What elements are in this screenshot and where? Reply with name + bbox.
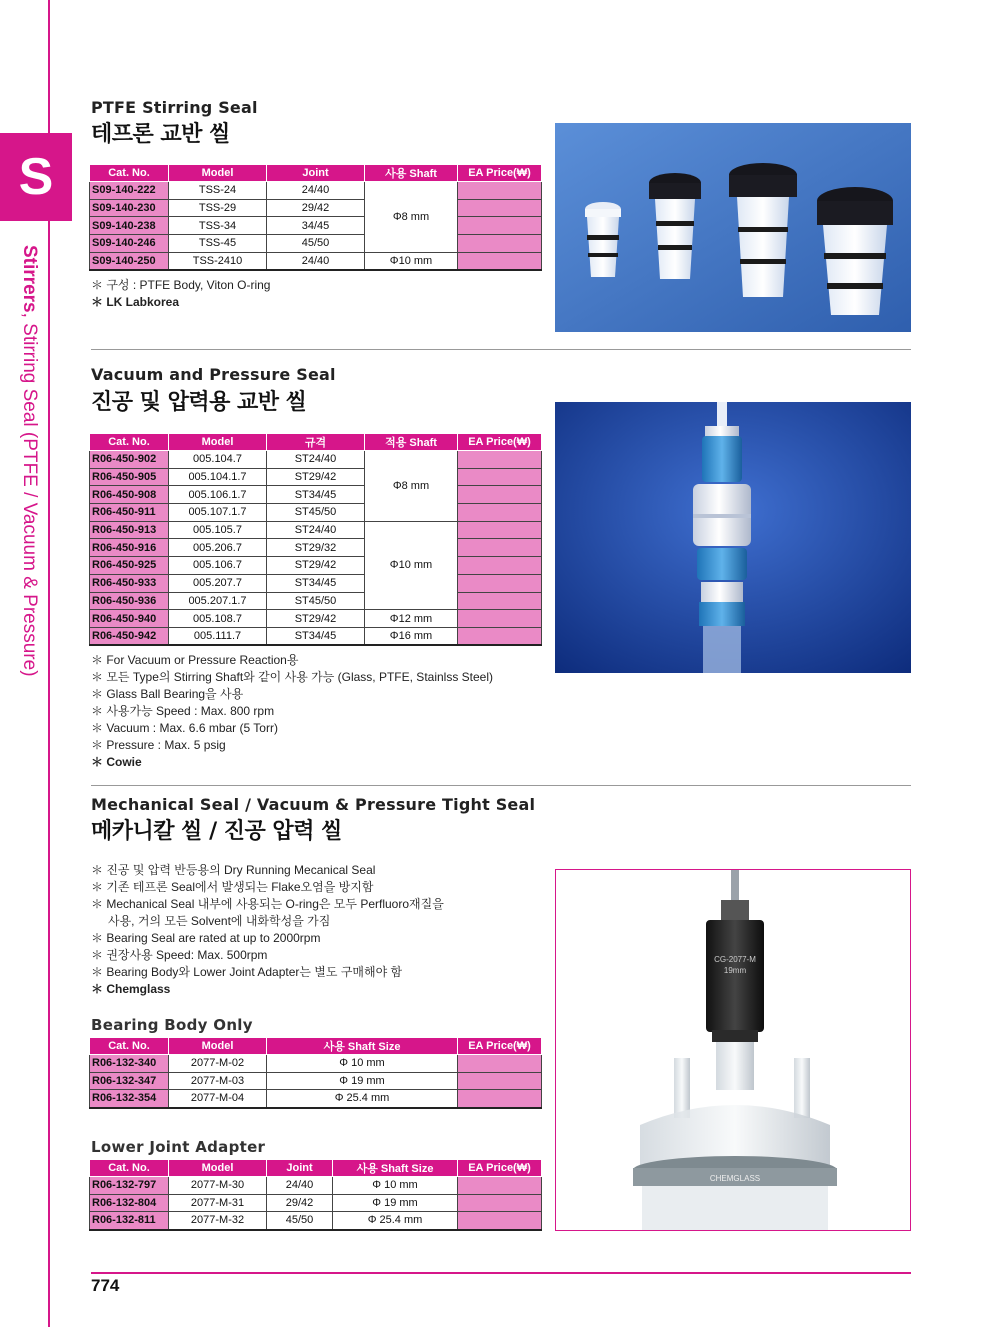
price-cell: [458, 610, 542, 628]
cat-no: R06-450-908: [90, 486, 169, 504]
table-header-row: [90, 1160, 542, 1177]
cat-no: R06-132-811: [90, 1212, 169, 1230]
header-shaft: 사용 Shaft: [365, 165, 458, 182]
joint: 45/50: [267, 1212, 333, 1230]
note-line: ＊ Bearing Seal are rated at up to 2000rpm: [91, 931, 321, 945]
model: TSS-2410: [169, 252, 267, 270]
model: 005.106.1.7: [169, 486, 267, 504]
cat-no: S09-140-230: [90, 199, 169, 217]
lower-joint-adapter-table: [89, 1159, 542, 1231]
shaft-size: Φ8 mm: [365, 182, 458, 253]
header-spec: 규격: [267, 434, 365, 451]
shaft-size: Φ 10 mm: [333, 1177, 458, 1195]
photo-label-brand: CHEMGLASS: [709, 1174, 761, 1183]
brand-note: ＊ LK Labkorea: [91, 295, 180, 309]
header-shaft-size: 사용 Shaft Size: [267, 1038, 458, 1055]
model: 005.206.7: [169, 539, 267, 557]
header-cat-no: Cat. No.: [90, 434, 169, 451]
price-cell: [458, 504, 542, 522]
vertical-title-bold: Stirrers: [19, 245, 40, 313]
table-row: [90, 217, 542, 235]
mechanical-seal-photo: [555, 869, 911, 1231]
shaft-size: Φ 19 mm: [267, 1072, 458, 1090]
section-letter-tab: S: [0, 133, 72, 221]
model: 005.104.7: [169, 451, 267, 469]
joint: 24/40: [267, 1177, 333, 1195]
vertical-section-title: [20, 245, 40, 755]
table-row: [90, 592, 542, 610]
header-price: EA Price(₩): [458, 1160, 542, 1177]
price-cell: [458, 451, 542, 469]
cat-no: R06-450-942: [90, 627, 169, 645]
model: TSS-24: [169, 182, 267, 200]
model: 2077-M-02: [169, 1055, 267, 1073]
model: 2077-M-30: [169, 1177, 267, 1195]
price-cell: [458, 1090, 542, 1108]
joint: 24/40: [267, 252, 365, 270]
model: TSS-45: [169, 235, 267, 253]
table-row: [90, 182, 542, 200]
spec: ST29/42: [267, 610, 365, 628]
note-line: 사용, 거의 모든 Solvent에 내화학성을 가짐: [108, 914, 331, 928]
footer-line: [91, 1272, 911, 1274]
cat-no: R06-450-911: [90, 504, 169, 522]
price-cell: [458, 557, 542, 575]
header-cat-no: Cat. No.: [90, 1160, 169, 1177]
vacuum-seal-title-en: Vacuum and Pressure Seal: [91, 365, 336, 384]
price-cell: [458, 1055, 542, 1073]
photo-label-size: 19mm: [723, 966, 747, 975]
header-cat-no: Cat. No.: [90, 1038, 169, 1055]
model: TSS-34: [169, 217, 267, 235]
cat-no: S09-140-246: [90, 235, 169, 253]
price-cell: [458, 1177, 542, 1195]
header-joint: Joint: [267, 165, 365, 182]
cat-no: R06-132-347: [90, 1072, 169, 1090]
spec: ST34/45: [267, 574, 365, 592]
cat-no: R06-450-905: [90, 468, 169, 486]
joint: 34/45: [267, 217, 365, 235]
model: 2077-M-31: [169, 1194, 267, 1212]
table-header-row: [90, 165, 542, 182]
ptfe-seal-title-en: PTFE Stirring Seal: [91, 98, 258, 117]
price-cell: [458, 217, 542, 235]
table-row: [90, 1212, 542, 1230]
spec: ST29/42: [267, 557, 365, 575]
spec: ST45/50: [267, 504, 365, 522]
header-model: Model: [169, 1160, 267, 1177]
price-cell: [458, 199, 542, 217]
shaft-size: Φ 10 mm: [267, 1055, 458, 1073]
spec: ST24/40: [267, 521, 365, 539]
price-cell: [458, 574, 542, 592]
vacuum-seal-title-ko: 진공 및 압력용 교반 씰: [91, 390, 307, 415]
header-price: EA Price(₩): [458, 434, 542, 451]
header-cat-no: Cat. No.: [90, 165, 169, 182]
cat-no: S09-140-238: [90, 217, 169, 235]
bearing-body-title: Bearing Body Only: [91, 1016, 253, 1034]
model: 005.107.1.7: [169, 504, 267, 522]
shaft-size: Φ10 mm: [365, 252, 458, 270]
cat-no: R06-450-925: [90, 557, 169, 575]
model: 005.111.7: [169, 627, 267, 645]
note-line: ＊ 기존 테프론 Seal에서 발생되는 Flake오염을 방지함: [91, 880, 374, 894]
note-line: ＊ Mechanical Seal 내부에 사용되는 O-ring은 모두 Perfluoro재질을: [91, 897, 444, 911]
model: 005.207.7: [169, 574, 267, 592]
table-row: [90, 1072, 542, 1090]
vertical-title-rest: , Stirring Seal (PTFE / Vacuum & Pressure): [19, 312, 40, 677]
mechanical-seal-notes: [91, 862, 444, 998]
mechanical-seal-title-en: Mechanical Seal / Vacuum & Pressure Tight Seal: [91, 795, 536, 814]
ptfe-seal-notes: [91, 277, 270, 311]
note-line: ＊ For Vacuum or Pressure Reaction용: [91, 653, 299, 667]
header-model: Model: [169, 434, 267, 451]
cat-no: R06-450-902: [90, 451, 169, 469]
price-cell: [458, 627, 542, 645]
header-model: Model: [169, 165, 267, 182]
table-row: [90, 451, 542, 469]
joint: 24/40: [267, 182, 365, 200]
ptfe-seal-photo: [555, 123, 911, 332]
table-row: [90, 1194, 542, 1212]
table-row: [90, 1055, 542, 1073]
model: 005.108.7: [169, 610, 267, 628]
bearing-body-table: [89, 1037, 542, 1109]
vacuum-seal-notes: [91, 652, 493, 771]
cat-no: S09-140-250: [90, 252, 169, 270]
price-cell: [458, 521, 542, 539]
price-cell: [458, 468, 542, 486]
shaft-size: Φ8 mm: [365, 451, 458, 522]
cat-no: R06-450-916: [90, 539, 169, 557]
shaft-size: Φ 19 mm: [333, 1194, 458, 1212]
table-row: [90, 199, 542, 217]
table-row: [90, 521, 542, 539]
price-cell: [458, 1212, 542, 1230]
cat-no: R06-132-354: [90, 1090, 169, 1108]
cat-no: R06-450-936: [90, 592, 169, 610]
note-line: ＊ 권장사용 Speed: Max. 500rpm: [91, 948, 268, 962]
header-shaft-size: 사용 Shaft Size: [333, 1160, 458, 1177]
table-row: [90, 252, 542, 270]
note-line: ＊ 모든 Type의 Stirring Shaft와 같이 사용 가능 (Glass, PTFE, Stainlss Steel): [91, 670, 494, 684]
note-line: ＊ 사용가능 Speed : Max. 800 rpm: [91, 704, 275, 718]
header-model: Model: [169, 1038, 267, 1055]
price-cell: [458, 592, 542, 610]
spec: ST29/32: [267, 539, 365, 557]
price-cell: [458, 182, 542, 200]
vacuum-seal-table: [89, 433, 542, 646]
table-row: [90, 504, 542, 522]
price-cell: [458, 1072, 542, 1090]
price-cell: [458, 486, 542, 504]
page-number: 774: [91, 1276, 120, 1295]
price-cell: [458, 235, 542, 253]
model: 2077-M-03: [169, 1072, 267, 1090]
cat-no: S09-140-222: [90, 182, 169, 200]
joint: 29/42: [267, 1194, 333, 1212]
joint: 29/42: [267, 199, 365, 217]
note-line: ＊ Glass Ball Bearing을 사용: [91, 687, 244, 701]
shaft-size: Φ16 mm: [365, 627, 458, 645]
brand-note: ＊ Chemglass: [91, 982, 171, 996]
shaft-size: Φ12 mm: [365, 610, 458, 628]
header-joint: Joint: [267, 1160, 333, 1177]
table-row: [90, 539, 542, 557]
table-row: [90, 1177, 542, 1195]
cat-no: R06-450-913: [90, 521, 169, 539]
table-row: [90, 610, 542, 628]
note-line: ＊ Bearing Body와 Lower Joint Adapter는 별도 구매해야 함: [91, 965, 403, 979]
cat-no: R06-132-340: [90, 1055, 169, 1073]
price-cell: [458, 252, 542, 270]
shaft-size: Φ 25.4 mm: [333, 1212, 458, 1230]
table-row: [90, 235, 542, 253]
cat-no: R06-450-933: [90, 574, 169, 592]
header-price: EA Price(₩): [458, 165, 542, 182]
photo-label-model: CG-2077-M: [714, 955, 756, 964]
brand-note: ＊ Cowie: [91, 755, 142, 769]
table-header-row: [90, 1038, 542, 1055]
spec: ST24/40: [267, 451, 365, 469]
section-divider: [91, 349, 911, 350]
header-price: EA Price(₩): [458, 1038, 542, 1055]
cat-no: R06-450-940: [90, 610, 169, 628]
vacuum-seal-photo: [555, 402, 911, 673]
model: 2077-M-32: [169, 1212, 267, 1230]
table-row: [90, 1090, 542, 1108]
model: 005.105.7: [169, 521, 267, 539]
ptfe-seal-title-ko: 테프론 교반 씰: [91, 122, 230, 147]
model: 2077-M-04: [169, 1090, 267, 1108]
note-line: ＊ 진공 및 압력 반등용의 Dry Running Mecanical Seal: [91, 863, 376, 877]
model: 005.207.1.7: [169, 592, 267, 610]
shaft-size: Φ 25.4 mm: [267, 1090, 458, 1108]
model: TSS-29: [169, 199, 267, 217]
table-row: [90, 468, 542, 486]
shaft-size: Φ10 mm: [365, 521, 458, 609]
mechanical-seal-title-ko: 메카니칼 씰 / 진공 압력 씰: [91, 819, 342, 844]
header-shaft: 적용 Shaft: [365, 434, 458, 451]
spec: ST34/45: [267, 627, 365, 645]
joint: 45/50: [267, 235, 365, 253]
model: 005.106.7: [169, 557, 267, 575]
table-row: [90, 574, 542, 592]
model: 005.104.1.7: [169, 468, 267, 486]
note-line: ＊ 구성 : PTFE Body, Viton O-ring: [91, 278, 271, 292]
price-cell: [458, 539, 542, 557]
table-row: [90, 627, 542, 645]
price-cell: [458, 1194, 542, 1212]
note-line: ＊ Vacuum : Max. 6.6 mbar (5 Torr): [91, 721, 278, 735]
spec: ST29/42: [267, 468, 365, 486]
note-line: ＊ Pressure : Max. 5 psig: [91, 738, 226, 752]
table-row: [90, 486, 542, 504]
ptfe-seal-table: [89, 164, 542, 271]
table-header-row: [90, 434, 542, 451]
cat-no: R06-132-804: [90, 1194, 169, 1212]
spec: ST34/45: [267, 486, 365, 504]
table-row: [90, 557, 542, 575]
lower-joint-adapter-title: Lower Joint Adapter: [91, 1138, 266, 1156]
spec: ST45/50: [267, 592, 365, 610]
section-divider: [91, 785, 911, 786]
cat-no: R06-132-797: [90, 1177, 169, 1195]
